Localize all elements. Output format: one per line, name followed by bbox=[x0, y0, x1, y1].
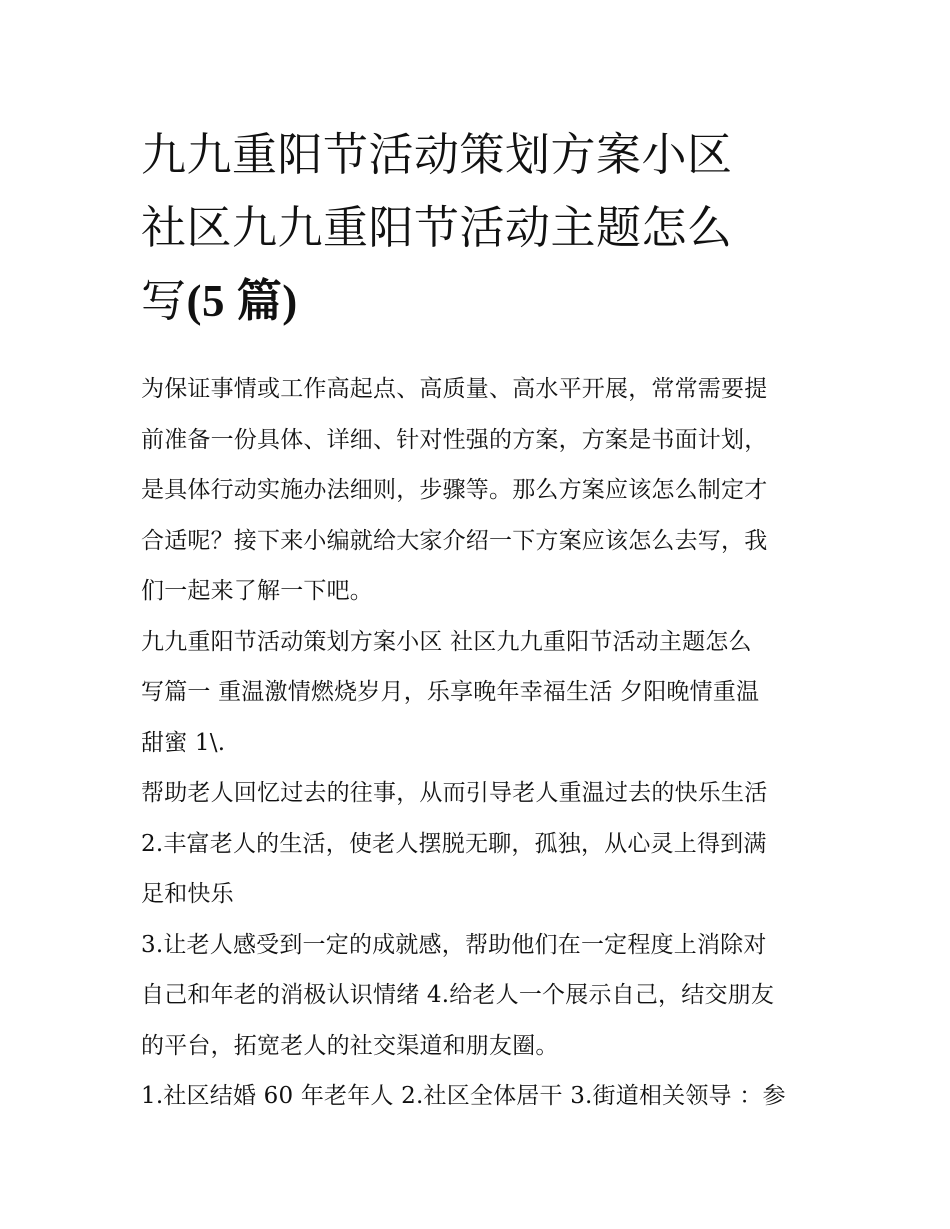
document-title bbox=[141, 118, 811, 338]
text-line: 3.让老人感受到一定的成就感，帮助他们在一定程度上消除对 bbox=[141, 931, 767, 958]
title-line: 社区九九重阳节活动主题怎么 bbox=[141, 201, 733, 254]
text-line: 前准备一份具体、详细、针对性强的方案，方案是书面计划， bbox=[141, 426, 768, 453]
title-line bbox=[141, 264, 811, 338]
goal-paragraph bbox=[141, 920, 811, 1072]
intro-paragraph bbox=[141, 364, 811, 617]
text-line: 为保证事情或工作高起点、高质量、高水平开展，常常需要提 bbox=[141, 376, 768, 402]
section-heading-paragraph bbox=[141, 617, 811, 769]
title-line: 九九重阳节活动策划方案小区 bbox=[141, 128, 733, 181]
text-line: 合适呢？接下来小编就给大家介绍一下方案应该怎么去写，我 bbox=[141, 527, 768, 554]
participants-paragraph bbox=[141, 1071, 811, 1122]
text-line: 写篇一 重温激情燃烧岁月，乐享晚年幸福生活 夕阳晚情重温 bbox=[141, 679, 760, 705]
text-line: 甜蜜 1\. bbox=[141, 729, 226, 756]
text-line: 们一起来了解一下吧。 bbox=[141, 578, 373, 604]
title-count: (5 篇) bbox=[186, 276, 298, 326]
text-line: 帮助老人回忆过去的往事，从而引导老人重温过去的快乐生活 bbox=[141, 780, 768, 806]
text-line: 2.丰富老人的生活，使老人摆脱无聊，孤独，从心灵上得到满 bbox=[141, 830, 767, 857]
document-content bbox=[141, 118, 811, 1122]
title-line-text: 写 bbox=[141, 274, 187, 327]
text-line: 1.社区结婚 60 年老年人 2.社区全体居干 3.街道相关领导 ：参 bbox=[141, 1083, 786, 1109]
text-line: 自己和年老的消极认识情绪 4.给老人一个展示自己，结交朋友 bbox=[141, 982, 775, 1008]
text-line: 是具体行动实施办法细则，步骤等。那么方案应该怎么制定才 bbox=[141, 477, 768, 503]
goal-paragraph bbox=[141, 768, 811, 920]
text-line: 九九重阳节活动策划方案小区 社区九九重阳节活动主题怎么 bbox=[141, 628, 752, 655]
text-line: 足和快乐 bbox=[141, 881, 234, 907]
text-line: 的平台，拓宽老人的社交渠道和朋友圈。 bbox=[141, 1032, 559, 1059]
